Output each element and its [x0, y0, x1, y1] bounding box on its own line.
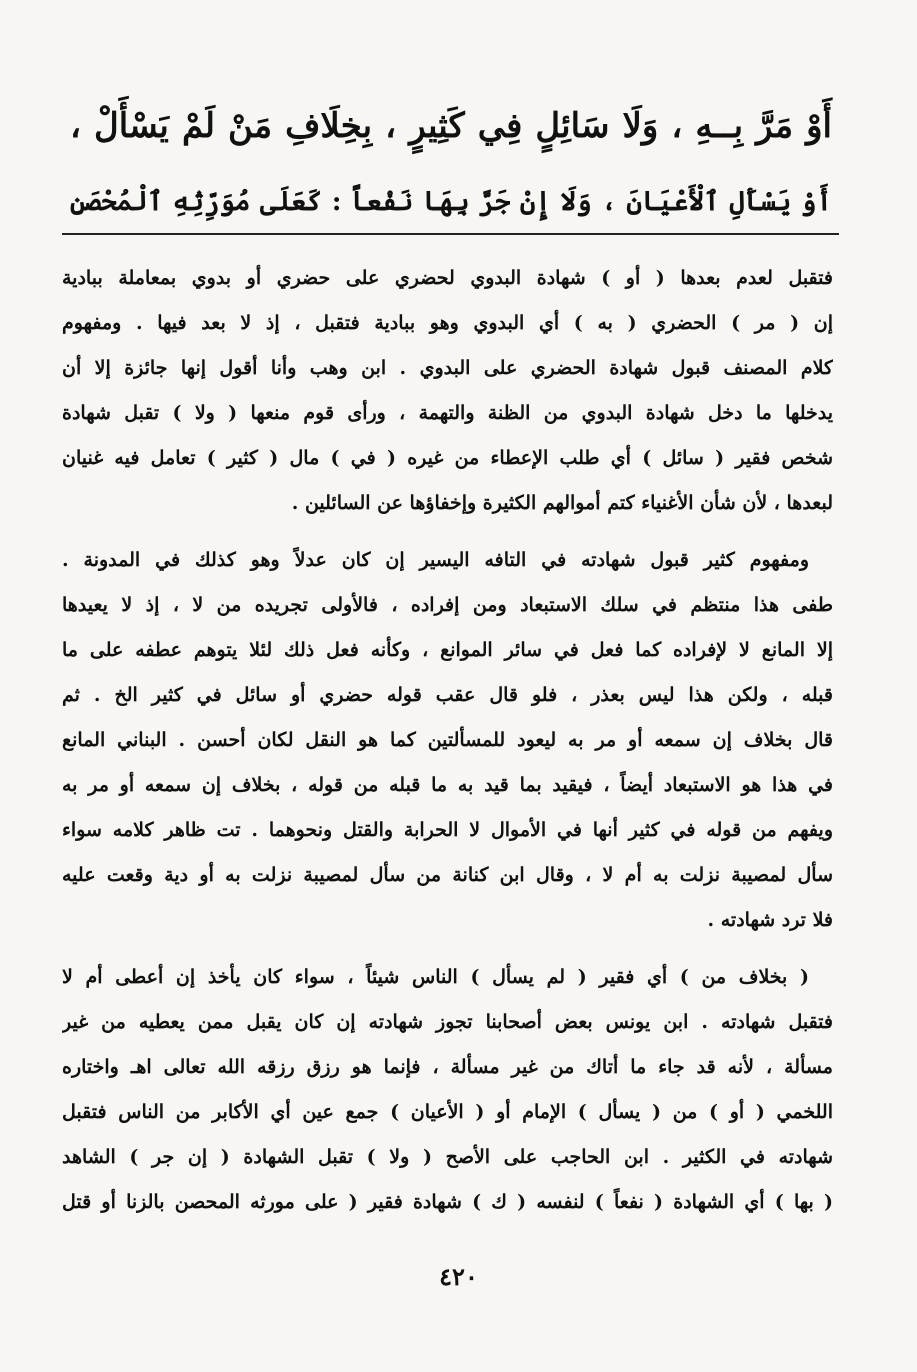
commentary-paragraph	[62, 955, 833, 1225]
commentary-line: قبله ، ولكن هذا ليس بعذر ، فلو قال عقب قوله حضري أو سائل في كثير الخ . ثم	[62, 684, 833, 706]
matn-text	[70, 88, 832, 240]
commentary-line: مسألة ، لأنه قد جاء ما أتاك من غير مسألة ، فإنما هو رزق رزقه الله تعالى اهـ واختاره	[62, 1056, 833, 1078]
commentary-line: طفى هذا منتظم في سلك الاستبعاد ومن إفراده ، فالأولى تجريده من لا ، إذ لا يعيدها	[62, 594, 833, 616]
commentary-line: لبعدها ، لأن شأن الأغنياء كتم أموالهم الكثيرة وإخفاؤها عن السائلين .	[291, 492, 833, 514]
commentary-line: ( بها ) أي الشهادة ( نفعاً ) لنفسه ( ك ) شهادة فقير ( على مورثه المحصن بالزنا أو قتل	[62, 1191, 833, 1213]
commentary-line: يدخلها ما دخل شهادة البدوي من الظنة والتهمة ، ورأى قوم منعها ( ولا ) تقبل شهادة	[62, 402, 833, 424]
commentary-line: ومفهوم كثير قبول شهادته في التافه اليسير إن كان عدلاً وهو كذلك في المدونة .	[62, 549, 809, 571]
commentary-paragraph	[62, 538, 833, 943]
commentary-text	[62, 256, 833, 1237]
commentary-line: إلا المانع لا لإفراده كما فعل في سائر الموانع ، وكأنه فعل ذلك لئلا يتوهم عطفه على ما	[62, 639, 833, 661]
commentary-line: إن ( مر ) الحضري ( به ) أي البدوي وهو ببادية فتقبل ، إذ لا بعد فيها . ومفهوم	[62, 312, 833, 334]
commentary-line: فلا ترد شهادته .	[707, 909, 833, 931]
commentary-line: قال بخلاف إن سمعه أو مر به ليعود للمسألتين كما هو النقل لكان أحسن . البناني المانع	[62, 729, 833, 751]
page-number: ٤٢٠	[439, 1262, 478, 1291]
commentary-line: اللخمي ( أو ) من ( يسأل ) الإمام أو ( الأعيان ) جمع عين أي الأكابر من الناس فتقبل	[62, 1101, 833, 1123]
commentary-line: في هذا هو الاستبعاد أيضاً ، فيقيد بما قيد به ما قبله من قوله ، بخلاف إن سمعه أو مر به	[62, 774, 833, 796]
matn-line: أَوْ يَسْأَلِ ٱلْأَعْيَانَ ، وَلَا إِنْ جَرَّ بِهَا نَفْعاً : كَعَلَى مُوَرِّثِهِ ٱلْمُحْصَنِ	[70, 186, 832, 217]
commentary-line: ويفهم من قوله في كثير أنها في الأموال لا الحرابة والقتل ونحوهما . تت ظاهر كلامه سواء	[62, 819, 833, 841]
separator-rule	[62, 233, 839, 235]
commentary-line: شهادته في الكثير . ابن الحاجب على الأصح ( ولا ) تقبل الشهادة ( إن جر ) الشاهد	[62, 1146, 833, 1168]
commentary-line: ( بخلاف من ) أي فقير ( لم يسأل ) الناس شيئاً ، سواء كان يأخذ إن أعطى أم لا	[62, 966, 809, 988]
commentary-line: سأل لمصيبة نزلت به أم لا ، وقال ابن كنانة من سأل لمصيبة نزلت به أو دية وقعت عليه	[62, 864, 833, 886]
commentary-line: فتقبل لعدم بعدها ( أو ) شهادة البدوي لحضري على حضري أو بدوي بمعاملة ببادية	[62, 267, 833, 289]
matn-line: أَوْ مَرَّ بِــهِ ، وَلَا سَائِلٍ فِي كَثِيرٍ ، بِخِلَافِ مَنْ لَمْ يَسْأَلْ ،	[70, 106, 832, 146]
commentary-paragraph	[62, 256, 833, 526]
commentary-line: شخص فقير ( سائل ) أي طلب الإعطاء من غيره ( في ) مال ( كثير ) تعامل فيه غنيان	[62, 447, 833, 469]
commentary-line: فتقبل شهادته . ابن يونس بعض أصحابنا تجوز شهادته إن كان يقبل ممن يعطيه من غير	[62, 1011, 833, 1033]
commentary-line: كلام المصنف قبول شهادة الحضري على البدوي . ابن وهب وأنا أقول إنها جائزة إلا أن	[62, 357, 833, 379]
